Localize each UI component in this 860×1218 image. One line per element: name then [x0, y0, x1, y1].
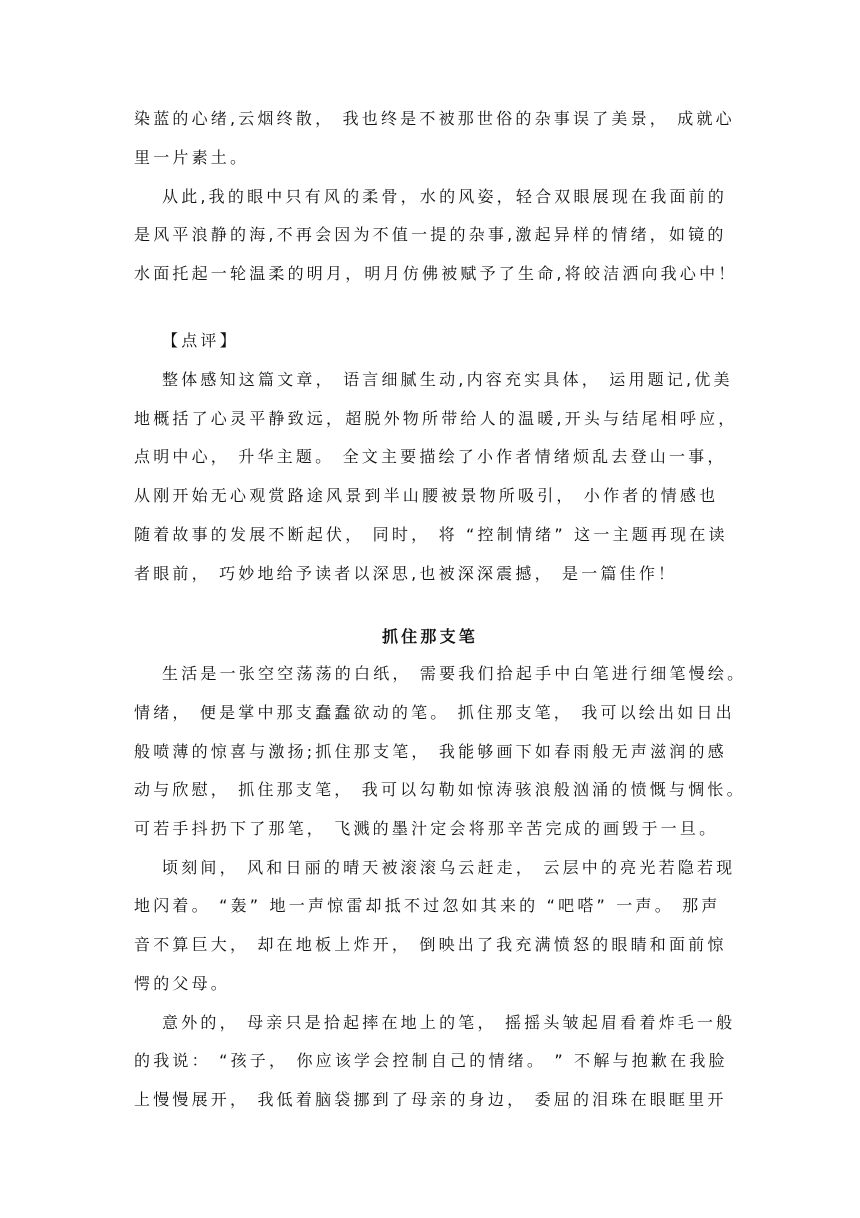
essay-title: 抓住那支笔: [381, 627, 478, 646]
text-line: 生活是一张空空荡荡的白纸， 需要我们拾起手中白笔进行细笔慢绘。: [162, 664, 747, 683]
text-line: 从此,我的眼中只有风的柔骨，水的风姿，轻合双眼展现在我面前的: [162, 187, 728, 206]
review-line: 者眼前， 巧妙地给予读者以深思,也被深深震撼， 是一篇佳作！: [134, 564, 678, 583]
text-line: 情绪， 便是掌中那支蠢蠢欲动的笔。 抓住那支笔， 我可以绘出如日出: [134, 703, 735, 722]
review-line: 随着故事的发展不断起伏， 同时， 将 “控制情绪” 这一主题再现在读: [134, 525, 728, 544]
text-line: 地闪着。 “轰” 地一声惊雷却抵不过忽如其来的 “吧嗒” 一声。 那声: [134, 896, 721, 915]
review-line: 从刚开始无心观赏路途风景到半山腰被景物所吸引， 小作者的情感也: [134, 486, 719, 505]
review-line: 整体感知这篇文章， 语言细腻生动,内容充实具体， 运用题记,优美: [162, 370, 733, 389]
review-line: 点明中心， 升华主题。 全文主要描绘了小作者情绪烦乱去登山一事，: [134, 447, 727, 466]
review-heading: 【点评】: [162, 331, 239, 350]
text-line: 顷刻间， 风和日丽的晴天被滚滚乌云赶走， 云层中的亮光若隐若现: [162, 858, 736, 877]
text-line: 愕的父母。: [134, 974, 231, 993]
text-line: 音不算巨大， 却在地板上炸开， 倒映出了我充满愤怒的眼睛和面前惊: [134, 935, 727, 954]
text-line: 动与欣慰， 抓住那支笔， 我可以勾勒如惊涛骇浪般汹涌的愤慨与惆怅。: [134, 780, 746, 799]
text-line: 的我说： “孩子， 你应该学会控制自己的情绪。 ” 不解与抱歉在我脸: [134, 1051, 728, 1070]
text-line: 般喷薄的惊喜与激扬;抓住那支笔， 我能够画下如春雨般无声滋润的感: [134, 742, 727, 761]
review-line: 地概括了心灵平静致远，超脱外物所带给人的温暖,开头与结尾相呼应，: [134, 409, 738, 428]
text-line: 是风平浪静的海,不再会因为不值一提的杂事,激起异样的情绪，如镜的: [134, 225, 727, 244]
text-line: 染蓝的心绪,云烟终散， 我也终是不被那世俗的杂事误了美景， 成就心: [134, 109, 735, 128]
text-line: 水面托起一轮温柔的明月，明月仿佛被赋予了生命,将皎洁洒向我心中！: [134, 264, 738, 283]
text-line: 意外的， 母亲只是拾起摔在地上的笔， 摇摇头皱起眉看着炸毛一般: [162, 1013, 736, 1032]
text-line: 上慢慢展开， 我低着脑袋挪到了母亲的身边， 委屈的泪珠在眼眶里开: [134, 1090, 727, 1109]
text-line: 里一片素土。: [134, 148, 250, 167]
text-line: 可若手抖扔下了那笔， 飞溅的墨汁定会将那辛苦完成的画毁于一旦。: [134, 819, 719, 838]
